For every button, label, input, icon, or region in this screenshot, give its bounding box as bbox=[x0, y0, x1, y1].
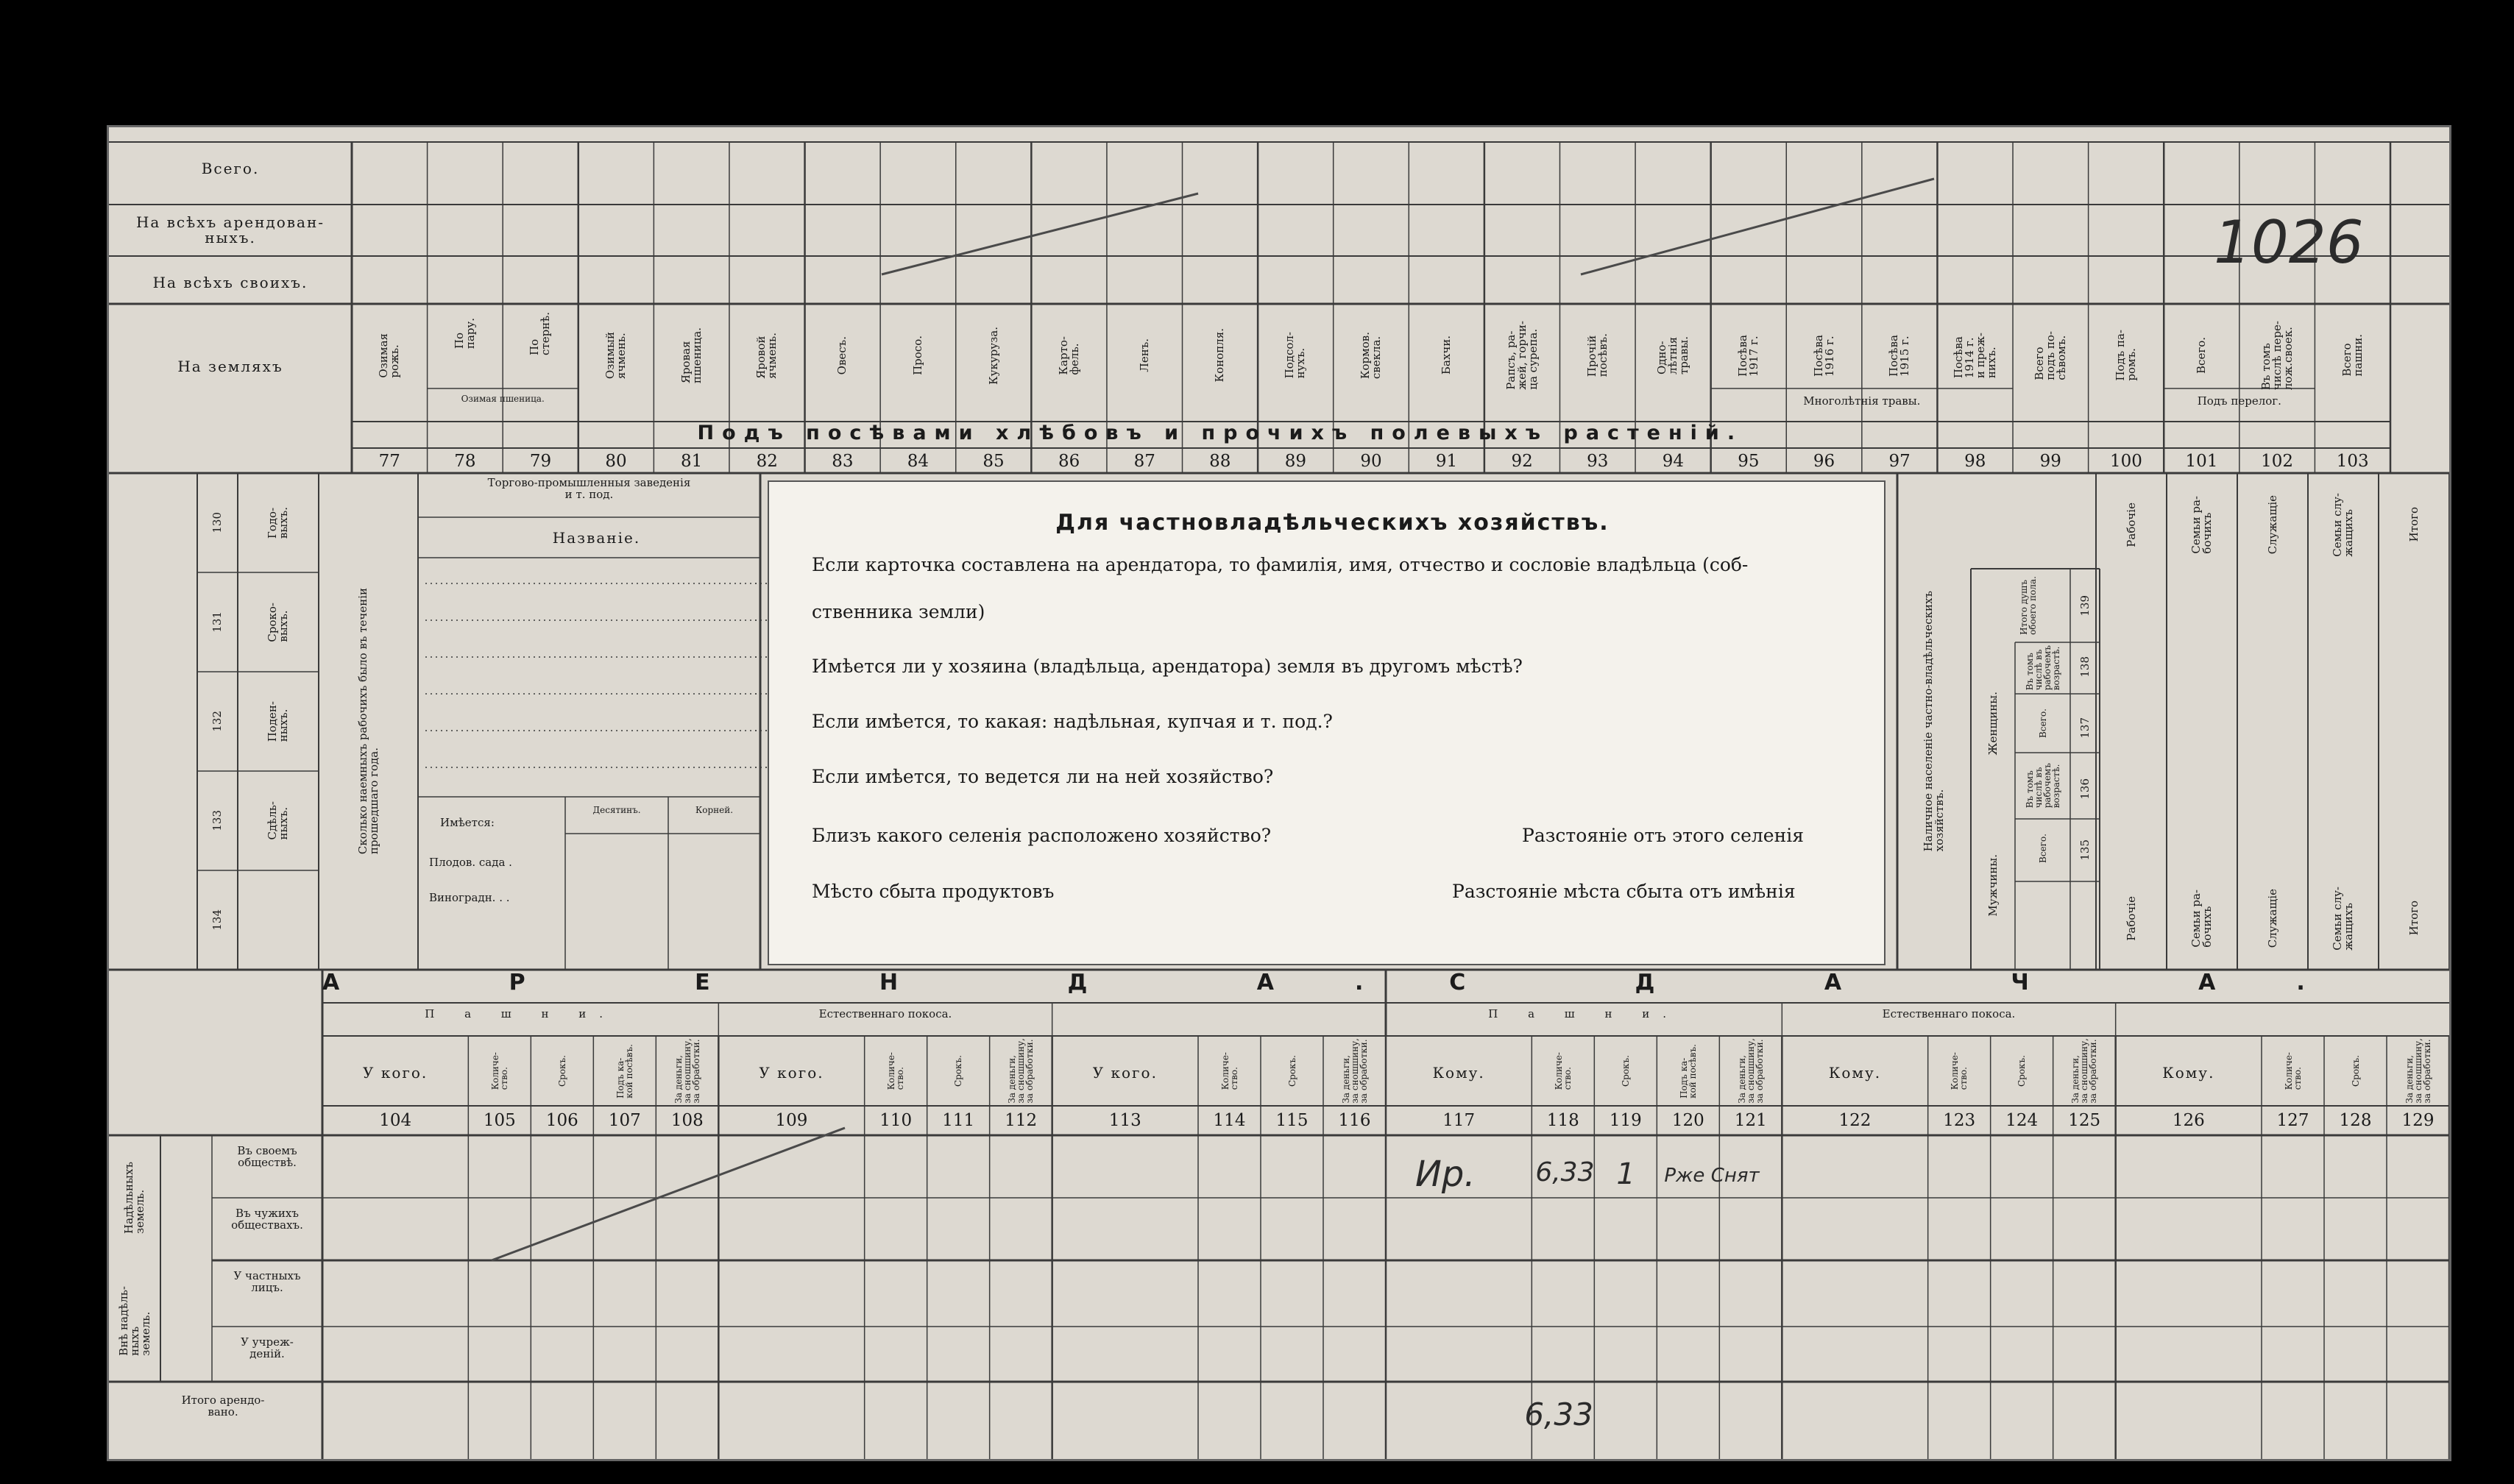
crop-col-label: Въ томъ числѣ пере- лож.своек. bbox=[2259, 320, 2295, 391]
crop-col-number: 97 bbox=[1888, 452, 1911, 471]
lease-col-number: 104 bbox=[379, 1111, 412, 1130]
crop-col-number: 83 bbox=[832, 452, 854, 471]
lease-col-label: За деньги, за сношшину, за обработки. bbox=[2070, 1038, 2099, 1104]
q-land-type: Если имѣется, то какая: надѣльная, купчая и т. под.? bbox=[812, 711, 1333, 732]
workforce-col-top: Семьи ра- бочихъ bbox=[2189, 495, 2214, 554]
lease-col-number: 126 bbox=[2172, 1111, 2205, 1130]
lease-col-number: 111 bbox=[942, 1111, 975, 1130]
handwritten-r119: 1 bbox=[1616, 1157, 1635, 1191]
lease-col-number: 106 bbox=[545, 1111, 578, 1130]
lease-col-number: 115 bbox=[1275, 1111, 1309, 1130]
crop-col-number: 84 bbox=[907, 452, 930, 471]
hired-row-label: Поден- ныхъ. bbox=[266, 700, 290, 742]
lease-col-number: 105 bbox=[483, 1111, 516, 1130]
pop-women-total: Всего. bbox=[2037, 709, 2048, 738]
orchard-vineyard: Виноградн. . . bbox=[429, 891, 510, 904]
pop-women-label: Женщины. bbox=[1986, 691, 2000, 756]
crop-col-label: Озимый ячмень. bbox=[603, 331, 628, 380]
lease-col-number: 128 bbox=[2339, 1111, 2372, 1130]
pop-row-number: 136 bbox=[2078, 778, 2092, 800]
sdacha-pokos: Естественнаго покоса. bbox=[1882, 1007, 2016, 1020]
lease-col-label: Количе- ство. bbox=[1553, 1051, 1573, 1090]
crop-col-number: 93 bbox=[1587, 452, 1609, 471]
arenda-banner: А Р Е Н Д А. bbox=[322, 970, 1445, 995]
lease-col-number: 118 bbox=[1546, 1111, 1579, 1130]
sdacha-pashni: П а ш н и. bbox=[1488, 1007, 1680, 1020]
lease-col-label: Срокъ. bbox=[2350, 1054, 2361, 1087]
crop-col-number: 80 bbox=[605, 452, 627, 471]
crop-col-number: 87 bbox=[1133, 452, 1155, 471]
crop-col-label: Всего. bbox=[2195, 337, 2209, 374]
lease-col-label: За деньги, за сношшину, за обработки. bbox=[2404, 1038, 2432, 1104]
pop-men-total: Всего. bbox=[2037, 834, 2048, 863]
crop-col-number: 85 bbox=[982, 452, 1005, 471]
crop-col-label: Яровой ячмень. bbox=[754, 332, 779, 379]
crop-col-label: Конопля. bbox=[1213, 328, 1227, 383]
workforce-col-bottom: Семьи ра- бочихъ bbox=[2189, 889, 2214, 948]
crop-col-number: 81 bbox=[681, 452, 703, 471]
lease-col-label: У кого. bbox=[363, 1064, 428, 1082]
pop-row-number: 139 bbox=[2078, 594, 2092, 617]
lease-col-label: За деньги, за сношшину, за обработки. bbox=[1340, 1038, 1369, 1104]
handwritten-r117: Ир. bbox=[1415, 1154, 1476, 1195]
crop-col-label: Ленъ. bbox=[1137, 338, 1151, 372]
crop-col-label: Рапсъ, ра- жей, горчи- ца сурепа. bbox=[1504, 321, 1540, 390]
lease-col-label: Кому. bbox=[1432, 1064, 1485, 1082]
lease-row-own: Въ своемъ обществѣ. bbox=[237, 1144, 297, 1169]
lease-col-number: 108 bbox=[670, 1111, 704, 1130]
lease-col-label: Количе- ство. bbox=[1219, 1051, 1239, 1090]
arenda-pokos: Естественнаго покоса. bbox=[818, 1007, 952, 1020]
lease-col-number: 109 bbox=[775, 1111, 808, 1130]
orchard-label: Имѣется: bbox=[440, 816, 495, 829]
pop-men-working: Въ томъ числѣ въ рабочемъ возрастѣ. bbox=[2024, 763, 2061, 809]
census-card bbox=[107, 125, 2451, 1461]
workforce-col-bottom: Рабочіе bbox=[2124, 895, 2138, 941]
lease-col-label: Подъ ка- кой посѣвъ. bbox=[1678, 1043, 1698, 1098]
q-owner-line2: ственника земли) bbox=[812, 601, 985, 622]
handwritten-r120: Рже Снят bbox=[1664, 1165, 1760, 1187]
lease-col-label: За деньги, за сношшину, за обработки. bbox=[1007, 1038, 1035, 1104]
row-label-na-zemlyakh: На земляхъ bbox=[177, 358, 283, 375]
lease-col-number: 120 bbox=[1671, 1111, 1704, 1130]
workforce-col-bottom: Итого bbox=[2407, 901, 2421, 936]
crop-col-number: 99 bbox=[2039, 452, 2061, 471]
label-ozimaya-pshenica: Озимая пшеница. bbox=[461, 394, 545, 404]
lease-col-label: Срокъ. bbox=[2016, 1054, 2028, 1087]
crop-col-number: 79 bbox=[529, 452, 552, 471]
lease-col-label: Количе- ство. bbox=[886, 1051, 906, 1090]
lease-col-label: У кого. bbox=[759, 1064, 824, 1082]
lease-col-label: Количе- ство. bbox=[1950, 1051, 1969, 1090]
q-owner-line1: Если карточка составлена на арендатора, то фамилія, имя, отчество и сословіе владѣльца (соб- bbox=[812, 554, 1749, 575]
crop-col-label: Карто- фель. bbox=[1056, 336, 1081, 375]
crop-col-label: Всего пашни. bbox=[2340, 334, 2365, 377]
crop-col-label: Озимая рожь. bbox=[377, 333, 402, 378]
crop-col-label: Овесъ. bbox=[835, 336, 849, 375]
private-farm-title: Для частновладѣльческихъ хозяйствъ. bbox=[1055, 510, 1610, 536]
hired-row-label: Сдѣль- ныхъ. bbox=[266, 801, 290, 840]
pencil-dash-top-left bbox=[882, 194, 1198, 274]
crop-col-number: 98 bbox=[1964, 452, 1986, 471]
crop-col-number: 102 bbox=[2261, 452, 2294, 471]
arenda-pashni: П а ш н и. bbox=[425, 1007, 617, 1020]
crop-col-label: Одно- лѣтнія травы. bbox=[1654, 336, 1690, 374]
handwritten-total: 6,33 bbox=[1524, 1396, 1593, 1432]
lease-col-label: Подъ ка- кой посѣвъ. bbox=[615, 1043, 634, 1098]
pop-row-number: 135 bbox=[2078, 839, 2092, 861]
sdacha-banner: С Д А Ч А. bbox=[1449, 970, 2386, 995]
pencil-dash-top-right bbox=[1581, 179, 1934, 274]
crop-col-label: Просо. bbox=[910, 336, 924, 375]
crop-col-number: 78 bbox=[454, 452, 476, 471]
row-label-2: На всѣхъ своихъ. bbox=[152, 274, 308, 291]
workforce-col-top: Семьи слу- жащихъ bbox=[2331, 492, 2355, 557]
q-near-village: Близъ какого селенія расположено хозяйство? bbox=[812, 825, 1272, 846]
handwritten-card-number: 1026 bbox=[2214, 208, 2364, 277]
crop-col-number: 86 bbox=[1058, 452, 1080, 471]
lease-col-label: За деньги, за сношшину, за обработки. bbox=[673, 1038, 701, 1104]
q-other-land: Имѣется ли у хозяина (владѣльца, арендатора) земля въ другомъ мѣстѣ? bbox=[812, 656, 1523, 677]
lease-col-label: Срокъ. bbox=[953, 1054, 964, 1087]
crop-col-number: 91 bbox=[1435, 452, 1458, 471]
workforce-col-bottom: Семьи слу- жащихъ bbox=[2331, 886, 2355, 951]
lease-col-number: 114 bbox=[1213, 1111, 1246, 1130]
lease-col-number: 117 bbox=[1442, 1111, 1476, 1130]
workforce-col-top: Рабочіе bbox=[2124, 502, 2138, 547]
lease-col-number: 123 bbox=[1943, 1111, 1976, 1130]
lease-col-number: 110 bbox=[879, 1111, 913, 1130]
pop-row-number: 137 bbox=[2078, 717, 2092, 739]
crop-col-label: По стернѣ. bbox=[528, 311, 553, 355]
group-nadel: Надѣльныхъ земель. bbox=[122, 1162, 146, 1234]
lease-col-label: Срокъ. bbox=[556, 1054, 567, 1087]
crop-col-label: Подсол- нухъ. bbox=[1283, 332, 1308, 379]
crop-col-label: Яровая пшеница. bbox=[679, 327, 704, 384]
crop-col-label: Бахчи. bbox=[1440, 336, 1453, 375]
row-label-0: Всего. bbox=[201, 160, 260, 177]
crop-col-label: Кормов. свекла. bbox=[1359, 331, 1383, 380]
orchard-garden: Плодов. сада . bbox=[429, 856, 512, 869]
q-market: Мѣсто сбыта продуктовъ bbox=[812, 881, 1055, 902]
hired-row-label: Сроко- выхъ. bbox=[266, 602, 290, 642]
workforce-col-top: Служащіе bbox=[2265, 494, 2279, 555]
trade-name-header: Названіе. bbox=[552, 529, 641, 547]
lease-col-label: Количе- ство. bbox=[489, 1051, 509, 1090]
lease-col-number: 124 bbox=[2005, 1111, 2039, 1130]
crop-col-number: 103 bbox=[2336, 452, 2369, 471]
hired-row-label: Годо- выхъ. bbox=[266, 506, 290, 539]
pop-total-label: Итого душъ обоего пола. bbox=[2018, 576, 2038, 635]
crop-col-label: Всего подъ по- сѣвомъ. bbox=[2032, 330, 2068, 380]
hired-workers-caption: Сколько наемныхъ рабочихъ было въ теченіи прошедшаго года. bbox=[355, 588, 380, 855]
crop-col-number: 92 bbox=[1511, 452, 1533, 471]
lease-col-number: 127 bbox=[2276, 1111, 2309, 1130]
crop-col-label: Подъ па- ромъ. bbox=[2113, 330, 2138, 381]
pop-women-working: Въ томъ числѣ въ рабочемъ возрастѣ. bbox=[2024, 645, 2061, 691]
crop-col-number: 96 bbox=[1813, 452, 1835, 471]
hired-row-number: 132 bbox=[210, 711, 224, 732]
hired-row-number: 131 bbox=[210, 611, 224, 633]
orchard-korney: Корней. bbox=[695, 805, 734, 815]
lease-row-total: Итого арендо- вано. bbox=[181, 1394, 265, 1419]
lease-row-foreign: Въ чужихъ обществахъ. bbox=[231, 1207, 303, 1232]
workforce-col-bottom: Служащіе bbox=[2265, 888, 2279, 948]
q-distance-market: Разстояніе мѣста сбыта отъ имѣнія bbox=[1452, 881, 1796, 902]
lease-col-number: 107 bbox=[608, 1111, 641, 1130]
q-farming: Если имѣется, то ведется ли на ней хозяйство? bbox=[812, 766, 1274, 787]
lease-col-number: 113 bbox=[1108, 1111, 1141, 1130]
lease-row-institutions: У учреж- деній. bbox=[241, 1335, 294, 1360]
lease-col-number: 122 bbox=[1838, 1111, 1872, 1130]
lease-col-number: 121 bbox=[1734, 1111, 1767, 1130]
orchard-desyatin: Десятинъ. bbox=[592, 805, 641, 815]
lease-col-label: Кому. bbox=[1828, 1064, 1882, 1082]
crop-col-label: Кукуруза. bbox=[986, 326, 1000, 385]
lease-col-number: 112 bbox=[1005, 1111, 1038, 1130]
hired-row-number: 133 bbox=[210, 810, 224, 831]
hired-row-number: 134 bbox=[210, 909, 224, 931]
crop-col-label: Посѣва 1916 г. bbox=[1811, 334, 1836, 377]
crop-col-label: По пару. bbox=[452, 317, 477, 349]
lease-col-label: Количе- ство. bbox=[2283, 1051, 2303, 1090]
group-vne-nadel: Внѣ надѣль- ныхъ земель. bbox=[116, 1286, 152, 1356]
lease-col-number: 119 bbox=[1609, 1111, 1642, 1130]
trade-title: Торгово-промышленныя заведенія и т. под. bbox=[487, 476, 691, 501]
lease-col-label: Срокъ. bbox=[1620, 1054, 1631, 1087]
lease-col-label: За деньги, за сношшину, за обработки. bbox=[1736, 1038, 1765, 1104]
hired-row-number: 130 bbox=[210, 512, 224, 533]
crop-col-number: 95 bbox=[1738, 452, 1760, 471]
crop-col-label: Посѣва 1917 г. bbox=[1735, 334, 1760, 377]
label-pod-pereleg: Подъ перелог. bbox=[2197, 394, 2281, 408]
handwritten-r118: 6,33 bbox=[1535, 1157, 1595, 1187]
workforce-col-top: Итого bbox=[2407, 507, 2421, 542]
crop-col-number: 100 bbox=[2109, 452, 2142, 471]
row-label-1: На всѣхъ арендован- ныхъ. bbox=[135, 213, 325, 246]
crop-col-number: 82 bbox=[756, 452, 778, 471]
pop-men-label: Мужчины. bbox=[1986, 853, 2000, 917]
q-distance-village: Разстояніе отъ этого селенія bbox=[1522, 825, 1805, 846]
banner-posevy: Подъ посѣвами хлѣбовъ и прочихъ полевыхъ растеній. bbox=[697, 422, 1743, 444]
pencil-dash-bottom bbox=[492, 1128, 845, 1260]
crop-col-number: 94 bbox=[1662, 452, 1684, 471]
lease-col-label: Срокъ. bbox=[1286, 1054, 1297, 1087]
lease-col-number: 125 bbox=[2068, 1111, 2101, 1130]
label-mnogoletnie: Многолѣтнія травы. bbox=[1803, 394, 1921, 408]
lease-col-label: Кому. bbox=[2162, 1064, 2215, 1082]
crop-col-number: 88 bbox=[1209, 452, 1231, 471]
crop-col-number: 77 bbox=[378, 452, 400, 471]
crop-col-label: Посѣва 1915 г. bbox=[1887, 334, 1912, 377]
lease-col-number: 116 bbox=[1338, 1111, 1371, 1130]
lease-row-private: У частныхъ лицъ. bbox=[233, 1269, 301, 1294]
lease-col-number: 129 bbox=[2401, 1111, 2435, 1130]
lease-col-label: У кого. bbox=[1092, 1064, 1158, 1082]
crop-col-number: 101 bbox=[2185, 452, 2218, 471]
pop-row-number: 138 bbox=[2078, 656, 2092, 678]
population-caption: Наличное населеніе частно-владѣльческихъ хозяйствъ. bbox=[1922, 591, 1946, 852]
crop-col-label: Прочій посѣвъ. bbox=[1584, 333, 1610, 377]
crop-col-number: 90 bbox=[1360, 452, 1382, 471]
crop-col-number: 89 bbox=[1284, 452, 1307, 471]
crop-col-label: Посѣва 1914 г. и преж- нихъ. bbox=[1951, 332, 1998, 379]
